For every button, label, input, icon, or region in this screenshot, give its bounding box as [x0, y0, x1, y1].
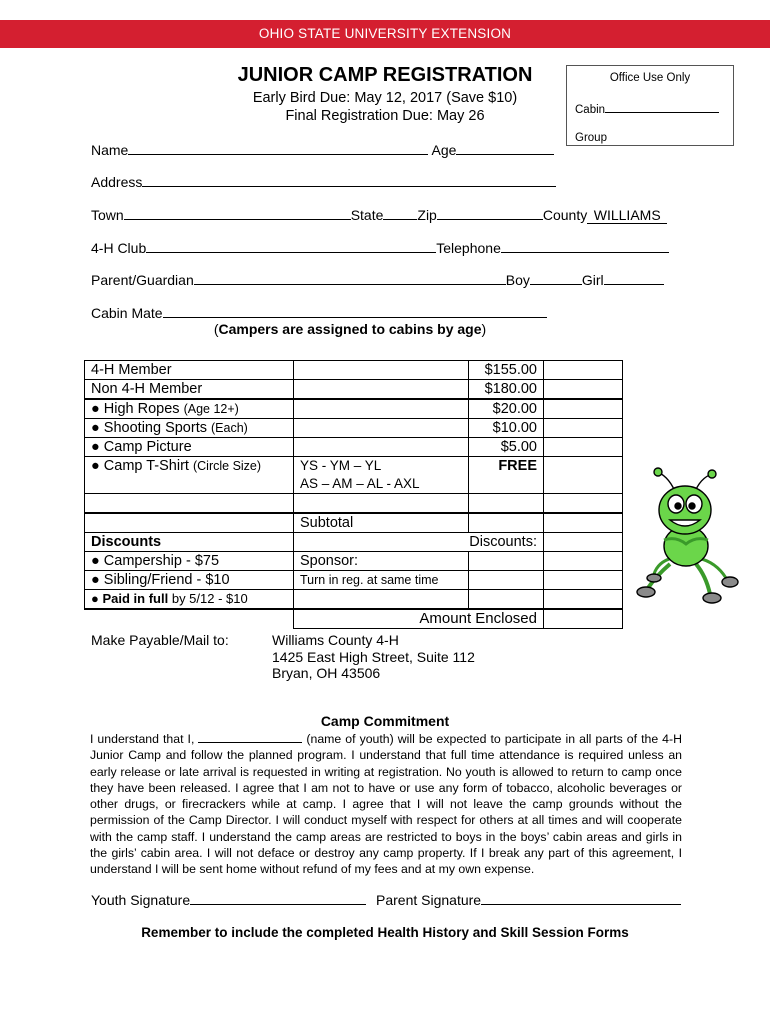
state-label: State: [350, 207, 384, 223]
tshirt-sizes[interactable]: [294, 457, 469, 494]
town-field[interactable]: [124, 207, 351, 220]
discounts-heading: Discounts: [85, 533, 294, 552]
fee-amount: $10.00: [469, 419, 544, 438]
table-row: [85, 438, 623, 457]
option-cell: [85, 438, 294, 457]
option-label: Camp T-Shirt: [103, 458, 189, 474]
sponsor-label: Sponsor:: [294, 552, 469, 571]
tshirt-sizes-youth[interactable]: YS - YM – YL: [300, 458, 382, 473]
footer-reminder: Remember to include the completed Health History and Skill Session Forms: [141, 925, 629, 940]
table-row: [85, 609, 623, 629]
option-label: Camp Picture: [103, 439, 192, 455]
discount-entry[interactable]: [544, 590, 623, 610]
club-row: [91, 240, 669, 256]
youth-signature-field[interactable]: [190, 892, 366, 905]
fee-entry[interactable]: [544, 494, 623, 514]
fee-label: 4-H Member: [85, 361, 294, 380]
cabin-mate-label: Cabin Mate: [91, 305, 163, 321]
fee-entry[interactable]: [544, 361, 623, 380]
amount-enclosed-label: Amount Enclosed: [294, 609, 544, 629]
telephone-label: Telephone: [436, 240, 501, 256]
fee-entry[interactable]: [544, 457, 623, 494]
option-note: (Each): [211, 421, 248, 435]
fee-amount: $20.00: [469, 399, 544, 419]
table-row: [85, 533, 623, 552]
fee-entry[interactable]: [544, 438, 623, 457]
paid-full-rest: by 5/12 - $10: [171, 591, 248, 606]
payable-line-3: Bryan, OH 43506: [272, 665, 381, 681]
table-row: [85, 494, 623, 514]
option-label: High Ropes: [103, 401, 180, 417]
parent-signature-row: [376, 892, 681, 908]
office-use-box: [566, 65, 734, 146]
subtotal-label: Subtotal: [294, 513, 469, 533]
office-group-label: Group: [575, 132, 607, 144]
table-row: [85, 571, 623, 590]
sibling-label: Sibling/Friend - $10: [103, 572, 230, 588]
address-label: Address: [91, 174, 143, 190]
name-field[interactable]: [128, 142, 428, 155]
name-row: [91, 142, 554, 158]
payable-line-1: Williams County 4-H: [272, 632, 399, 648]
discounts-entry[interactable]: [544, 533, 623, 552]
bullet-icon: ●: [91, 401, 100, 417]
fee-amount: $180.00: [469, 380, 544, 400]
youth-name-field[interactable]: [198, 732, 302, 743]
commitment-heading: Camp Commitment: [320, 713, 450, 729]
state-field[interactable]: [383, 207, 417, 220]
cabin-mate-field[interactable]: [163, 305, 547, 318]
option-label: Shooting Sports: [103, 420, 207, 436]
commitment-text: [90, 731, 682, 878]
county-label: County: [542, 207, 588, 223]
parent-signature-field[interactable]: [481, 892, 681, 905]
bullet-icon: ●: [91, 420, 100, 436]
paid-full-label: Paid in full: [102, 591, 169, 606]
option-cell: [85, 457, 294, 494]
table-row: [85, 590, 623, 610]
payable-line-2: 1425 East High Street, Suite 112: [272, 649, 475, 665]
discounts-label: Discounts:: [294, 533, 544, 552]
fee-entry[interactable]: [544, 419, 623, 438]
name-label: Name: [91, 142, 129, 158]
office-cabin-line[interactable]: [605, 102, 719, 113]
early-bird-due: Early Bird Due: May 12, 2017 (Save $10): [252, 90, 518, 106]
table-row: [85, 513, 623, 533]
option-cell: [85, 399, 294, 419]
amount-enclosed-entry[interactable]: [544, 609, 623, 629]
county-field[interactable]: WILLIAMS: [587, 207, 667, 224]
address-row: [91, 174, 556, 190]
boy-label: Boy: [505, 272, 530, 288]
table-row: [85, 361, 623, 380]
table-row: [85, 419, 623, 438]
bullet-icon: ●: [91, 458, 100, 474]
girl-label: Girl: [581, 272, 604, 288]
discount-entry[interactable]: [544, 552, 623, 571]
fee-amount: FREE: [469, 457, 544, 494]
boy-field[interactable]: [530, 272, 582, 285]
girl-field[interactable]: [604, 272, 664, 285]
parent-label: Parent/Guardian: [91, 272, 194, 288]
campership-label: Campership - $75: [103, 553, 220, 569]
office-use-title: Office Use Only: [609, 72, 691, 84]
cabin-mate-row: [91, 305, 547, 321]
cabin-note-text: Campers are assigned to cabins by age: [218, 321, 482, 337]
fee-label: Non 4-H Member: [85, 380, 294, 400]
header-banner: OHIO STATE UNIVERSITY EXTENSION: [0, 20, 770, 48]
fee-entry[interactable]: [544, 380, 623, 400]
address-field[interactable]: [142, 174, 556, 187]
bullet-icon: ●: [91, 591, 99, 606]
option-cell: [85, 419, 294, 438]
turn-in-note: Turn in reg. at same time: [294, 571, 469, 590]
zip-label: Zip: [417, 207, 437, 223]
discount-cell: [85, 552, 294, 571]
fees-table: [84, 360, 623, 629]
table-row: [85, 457, 623, 494]
bullet-icon: ●: [91, 553, 100, 569]
discount-cell: [85, 571, 294, 590]
bullet-icon: ●: [91, 439, 100, 455]
youth-signature-label: Youth Signature: [91, 892, 191, 908]
commitment-intro: I understand that I,: [90, 732, 199, 746]
town-label: Town: [91, 207, 124, 223]
zip-field[interactable]: [437, 207, 543, 220]
option-note: (Age 12+): [183, 402, 239, 416]
table-row: [85, 399, 623, 419]
office-cabin-label: Cabin: [575, 104, 606, 116]
table-row: [85, 380, 623, 400]
commitment-body: (name of youth) will be expected to participate in all parts of the 4-H Junior Camp and follow the planned program. I understand that full time attendance is required unless an early release or late arrival is requested in writing at registration. No youth is allowed to return to camp once they have been released. I agree that I am not to have or use any form of tobacco, alcoholic beverages or other drugs, or firecrackers while at camp. I agree that I will not leave the camp grounds without the permission of the Camp Director. I will conduct myself with respect for others at all times and will cooperate with the camp staff. I understand the camp areas are restricted to boys in the boys’ cabin areas and girls in the girls’ cabin area. I will not deface or destroy any camp property. If I break any part of this agreement, I understand I will be sent home without refund of my fees and at my own expense.: [90, 732, 682, 877]
club-label: 4-H Club: [91, 240, 147, 256]
discount-entry[interactable]: [544, 571, 623, 590]
town-row: [91, 207, 667, 224]
bug-mascot-icon: [636, 466, 748, 614]
parent-row: [91, 272, 664, 288]
cabin-assignment-note: (Campers are assigned to cabins by age): [213, 321, 487, 337]
parent-field[interactable]: [194, 272, 506, 285]
telephone-field[interactable]: [501, 240, 669, 253]
final-registration-due: Final Registration Due: May 26: [285, 108, 485, 124]
club-field[interactable]: [146, 240, 436, 253]
page-title: JUNIOR CAMP REGISTRATION: [237, 64, 533, 86]
bullet-icon: ●: [91, 572, 100, 588]
fee-amount: $155.00: [469, 361, 544, 380]
option-note: (Circle Size): [192, 459, 262, 473]
office-cabin-row: [575, 102, 719, 116]
subtotal-entry[interactable]: [544, 513, 623, 533]
fee-amount: $5.00: [469, 438, 544, 457]
tshirt-sizes-adult[interactable]: AS – AM – AL - AXL: [300, 476, 420, 491]
age-label: Age: [431, 142, 457, 158]
fee-entry[interactable]: [544, 399, 623, 419]
table-row: [85, 552, 623, 571]
payable-label: Make Payable/Mail to:: [91, 632, 229, 648]
youth-signature-row: [91, 892, 366, 908]
discount-cell: [85, 590, 294, 610]
age-field[interactable]: [456, 142, 554, 155]
parent-signature-label: Parent Signature: [376, 892, 482, 908]
